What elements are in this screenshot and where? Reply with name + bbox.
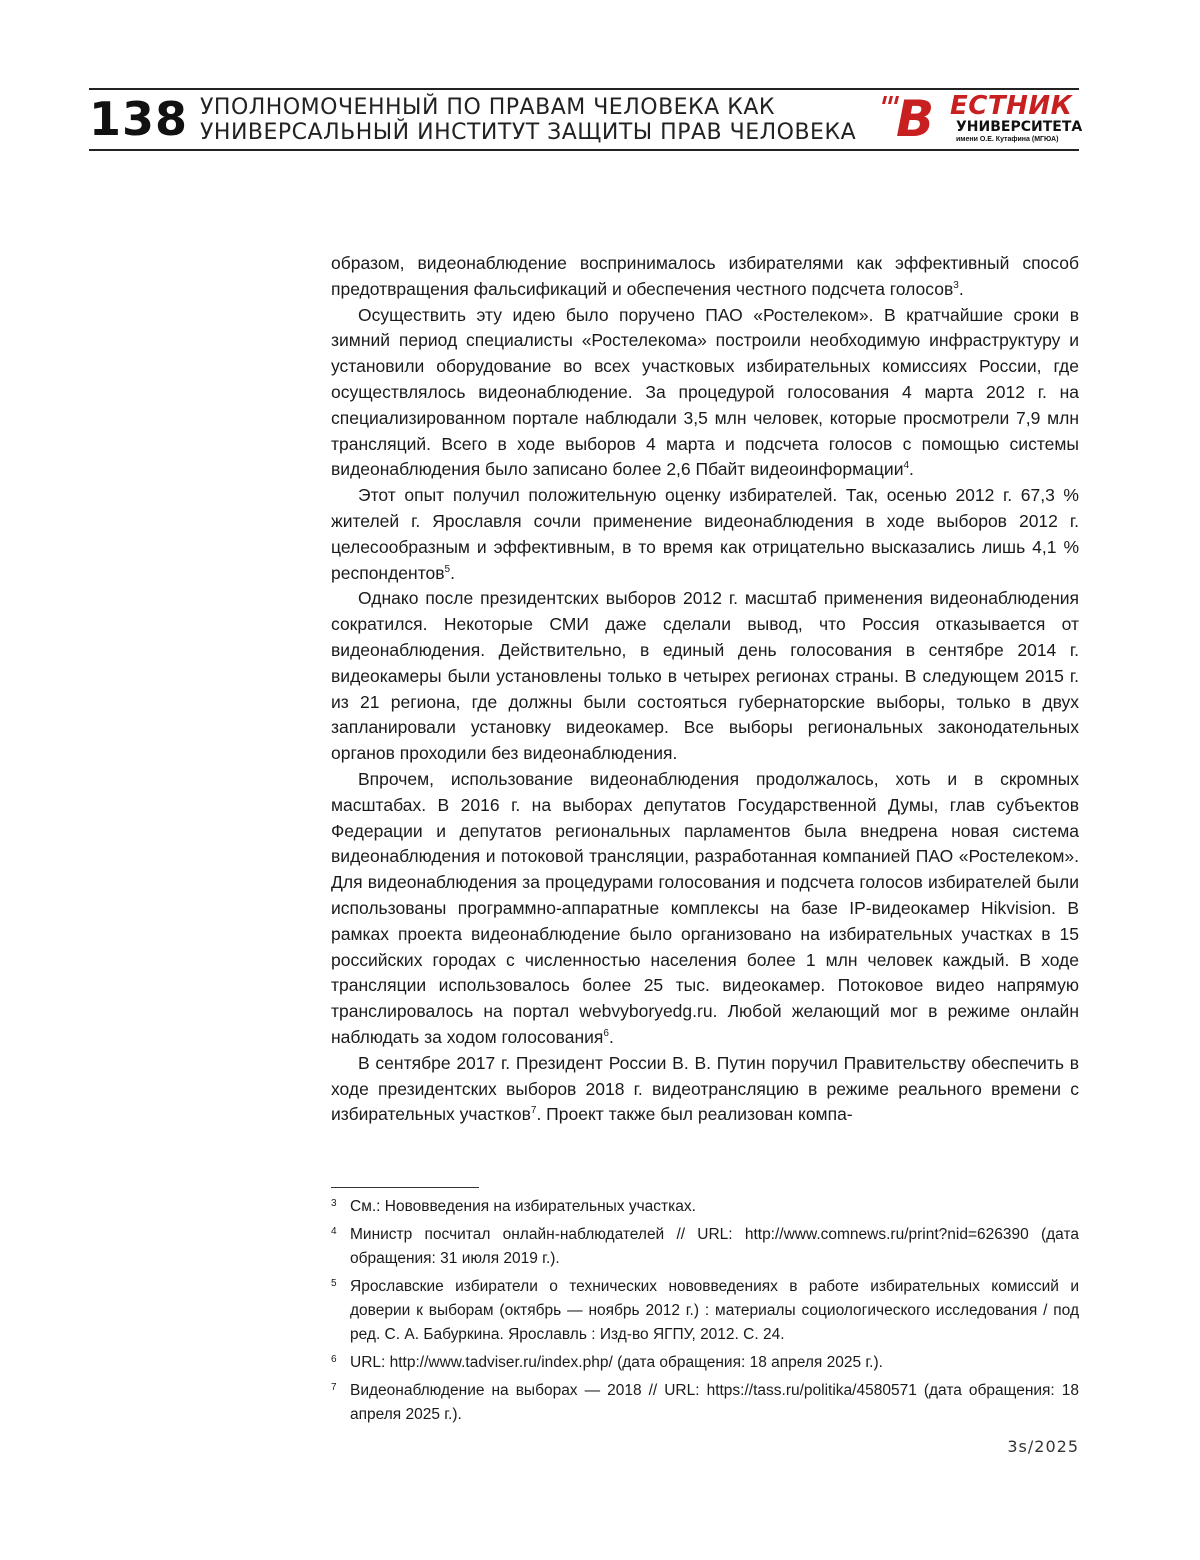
- logo-word: ЕСТНИК: [950, 91, 1073, 121]
- running-title: [200, 95, 856, 145]
- footnotes: [331, 1195, 1079, 1431]
- paragraph-3: Этот опыт получил положительную оценку избирателей. Так, осенью 2012 г. 67,3 % жителей г. Ярославля сочли применение видеонаблюдения в ходе выборов 2012 г. целесообразным и эффективным, в то время как отрицательно высказались лишь 4,1 % респондентов$^5$.: [331, 485, 1079, 583]
- footnote-4: [331, 1223, 1079, 1271]
- footnote-ref-3: 3: [953, 279, 959, 291]
- footnote-number: 5: [331, 1278, 337, 1289]
- logo-subtitle-small: имени О.Е. Кутафина (МГЮА): [956, 136, 1059, 143]
- footnote-ref-4: 4: [903, 460, 910, 472]
- paragraph-2: Осуществить эту идею было поручено ПАО «Ростелеком». В кратчайшие сроки в зимний период специалисты «Ростелекома» построили необходимую инфраструктуру и установили оборудование во всех участковых избирательных комиссиях России, где осуществлялось видеонаблюдение. За процедурой голосования 4 марта 2012 г. на специализированном портале наблюдали 3,5 млн человек, которые просмотрели 7,9 млн трансляций. Всего в ходе выборов 4 марта и подсчета голосов с помощью системы видеонаблюдения было записано более 2,6 Пбайт видеоинформации$^4$.: [331, 304, 1079, 480]
- paragraph-4: Однако после президентских выборов 2012 г. масштаб применения видеонаблюдения сократился. Некоторые СМИ даже сделали вывод, что Россия отказывается от видеонаблюдения. Действительно, в единый день голосования в сентябре 2014 г. видеокамеры были установлены только в четырех регионах страны. В следующем 2015 г. из 21 региона, где должны были состояться губернаторские выборы, только в двух запланировали установку видеокамер. Все выборы региональных законодательных органов проходили без видеонаблюдения.: [331, 588, 1079, 764]
- footnote-text: Видеонаблюдение на выборах — 2018 // URL: https://tass.ru/politika/4580571 (дата обращения: 18 апреля 2025 г.).: [350, 1382, 1079, 1423]
- page-number: 138: [89, 92, 189, 146]
- footnote-3: [331, 1195, 1079, 1219]
- footnote-number: 7: [331, 1382, 337, 1393]
- footnote-ref-6: 6: [603, 1027, 609, 1039]
- logo-subtitle: УНИВЕРСИТЕТА: [956, 119, 1083, 135]
- footnote-text: Ярославские избиратели о технических нововведениях в работе избирательных комиссий и доверии к выборам (октябрь — ноябрь 2012 г.) : материалы социологического исследования / под ред. С. А. Бабуркина. Ярославль : Изд-во ЯГПУ, 2012. С. 24.: [350, 1278, 1079, 1343]
- running-title-line-2: УНИВЕРСАЛЬНЫЙ ИНСТИТУТ ЗАЩИТЫ ПРАВ ЧЕЛОВЕКА: [200, 120, 857, 145]
- paragraph-5: Впрочем, использование видеонаблюдения продолжалось, хоть и в скромных масштабах. В 2016 г. на выборах депутатов Государственной Думы, глав субъектов Федерации и депутатов региональных парламентов была внедрена новая система видеонаблюдения и потоковой трансляции, разработанная компанией ПАО «Ростелеком». Для видеонаблюдения за процедурами голосования и подсчета голосов избирателей были использованы программно-аппаратные комплексы на базе IP-видеокамер Hikvision. В рамках проекта видеонаблюдение было организовано на избирательных участках в 15 российских городах с численностью населения более 1 млн человек каждый. В ходе трансляции использовалось более 25 тыс. видеокамер. Потоковое видео напрямую транслировалось на портал webvyboryedg.ru. Любой желающий мог в режиме онлайн наблюдать за ходом голосования$^6$.: [331, 768, 1079, 1047]
- footnote-number: 4: [331, 1226, 337, 1237]
- footnote-5: [331, 1275, 1079, 1347]
- footnote-ref-5: 5: [444, 563, 451, 575]
- footnote-text: URL: http://www.tadviser.ru/index.php/ (дата обращения: 18 апреля 2025 г.).: [350, 1354, 883, 1371]
- header-bottom-rule: [89, 149, 1079, 151]
- footnote-text: Министр посчитал онлайн-наблюдателей // URL: http://www.comnews.ru/print?nid=626390 (дата обращения: 31 июля 2019 г.).: [350, 1226, 1079, 1267]
- journal-logo: [882, 92, 1082, 148]
- logo-letter: В: [896, 90, 935, 148]
- footnote-text: См.: Нововведения на избирательных участках.: [350, 1198, 696, 1215]
- footnote-number: 6: [331, 1354, 337, 1365]
- article-body: [331, 251, 1079, 1128]
- paragraph-6: В сентябре 2017 г. Президент России В. В. Путин поручил Правительству обеспечить в ходе президентских выборов 2018 г. видеотрансляцию в режиме реального времени с избирательных участков$^7$. Проект также был реализован компа-: [331, 1052, 1079, 1125]
- footnote-separator: [331, 1187, 479, 1188]
- running-title-line-1: УПОЛНОМОЧЕННЫЙ ПО ПРАВАМ ЧЕЛОВЕКА КАК: [200, 95, 776, 120]
- footnote-number: 3: [331, 1198, 337, 1209]
- issue-number: 3s/2025: [1007, 1437, 1079, 1456]
- footnote-7: [331, 1379, 1079, 1427]
- footnote-ref-7: 7: [530, 1105, 537, 1117]
- footnote-6: [331, 1351, 1079, 1375]
- paragraph-1: образом, видеонаблюдение воспринималось избирателями как эффективный способ предотвращения фальсификаций и обеспечения честного подсчета голосов$^3$.: [331, 253, 1079, 299]
